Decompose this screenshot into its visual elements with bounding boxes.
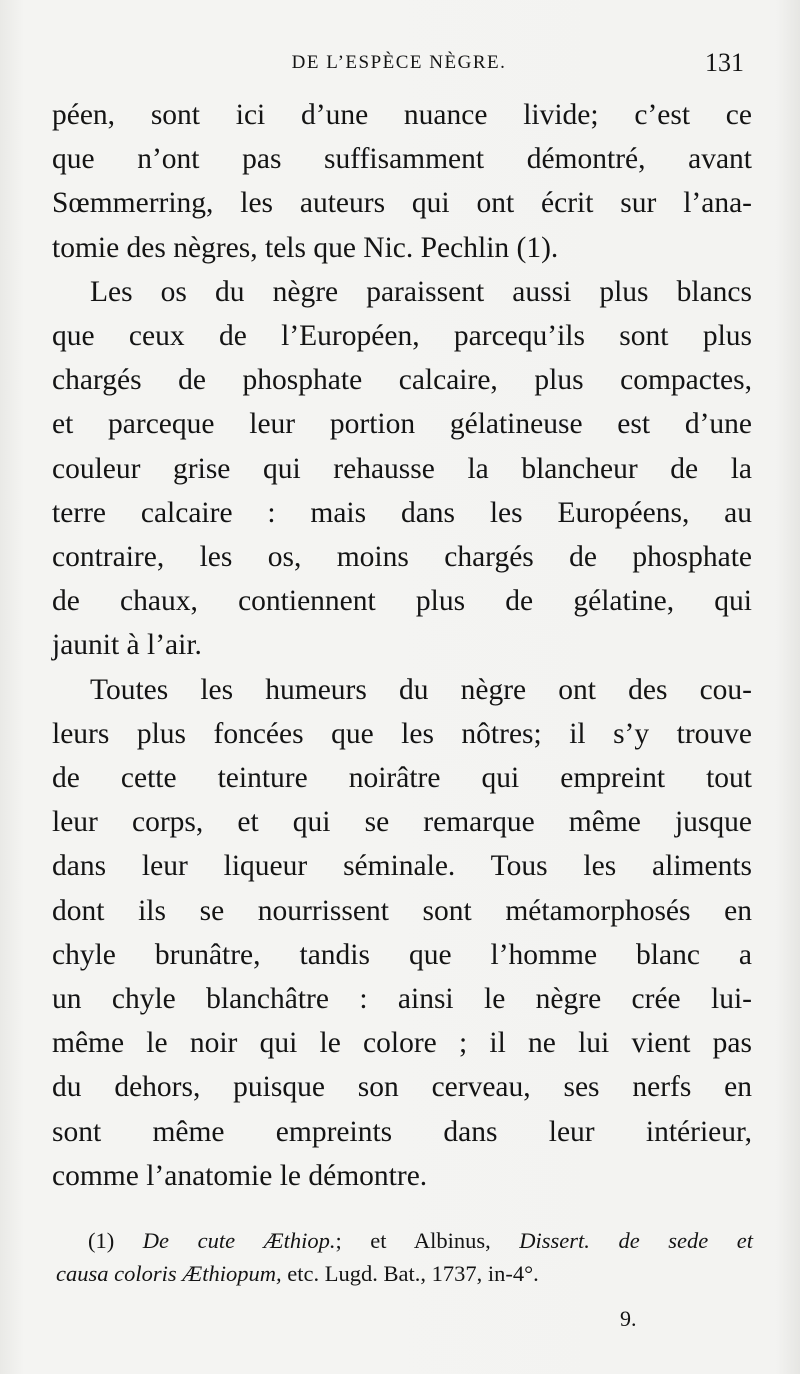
footnote-title: causa coloris Æthiopum, <box>56 1261 282 1286</box>
text-line: Les os du nègre paraissent aussi plus blancs <box>90 275 752 308</box>
paragraph <box>52 270 752 668</box>
footnote-title: De cute Æthiop. <box>142 1228 336 1253</box>
text-line: dont ils se nourrissent sont métamorphosés en <box>52 894 752 927</box>
paragraph <box>52 93 752 270</box>
text-line: un chyle blanchâtre : ainsi le nègre crée lui- <box>52 983 752 1016</box>
footnote-marker: (1) <box>88 1228 115 1253</box>
text-line: leurs plus foncées que les nôtres; il s’y trouve <box>52 717 752 750</box>
text-line: comme l’anatomie le démontre. <box>52 1159 428 1192</box>
text-line: de cette teinture noirâtre qui empreint tout <box>52 762 752 795</box>
body-text <box>52 93 752 1198</box>
text-line: de chaux, contiennent plus de gélatine, qui <box>52 585 752 618</box>
text-line: et parceque leur portion gélatineuse est d’une <box>52 408 752 441</box>
running-title: DE L’ESPÈCE NÈGRE. <box>291 52 507 73</box>
text-line: jaunit à l’air. <box>52 629 202 662</box>
text-line: sont même empreints dans leur intérieur, <box>52 1115 752 1148</box>
text-line: chyle brunâtre, tandis que l’homme blanc a <box>52 938 752 971</box>
text-line: couleur grise qui rehausse la blancheur de la <box>52 452 752 485</box>
page-number: 131 <box>705 48 744 77</box>
text-line: Toutes les humeurs du nègre ont des cou- <box>90 673 752 706</box>
text-line: Sœmmerring, les auteurs qui ont écrit sur l’ana- <box>52 187 752 220</box>
text-line: que n’ont pas suffisamment démontré, avant <box>52 143 752 176</box>
text-line: contraire, les os, moins chargés de phosphate <box>52 541 752 574</box>
footnote-line <box>56 1257 753 1290</box>
text-line: même le noir qui le colore ; il ne lui vient pas <box>52 1027 752 1060</box>
signature-mark: 9. <box>620 1306 637 1331</box>
footnote-text: etc. Lugd. Bat., 1737, in-4°. <box>287 1261 539 1286</box>
footnote <box>56 1224 753 1290</box>
text-line: leur corps, et qui se remarque même jusque <box>52 806 752 839</box>
paragraph <box>52 668 752 1198</box>
text-line: que ceux de l’Européen, parcequ’ils sont plus <box>52 320 752 353</box>
text-line: dans leur liqueur séminale. Tous les aliments <box>52 850 752 883</box>
text-line: terre calcaire : mais dans les Européens, au <box>52 496 752 529</box>
text-line: chargés de phosphate calcaire, plus compactes, <box>52 364 752 397</box>
page-header <box>54 46 744 80</box>
footnote-text: ; et Albinus, <box>335 1228 491 1253</box>
footnote-title: Dissert. de sede et <box>519 1228 753 1253</box>
text-line: tomie des nègres, tels que Nic. Pechlin (1). <box>52 231 559 264</box>
text-line: du dehors, puisque son cerveau, ses nerfs en <box>52 1071 752 1104</box>
text-line: péen, sont ici d’une nuance livide; c’est ce <box>52 99 752 131</box>
footnote-line <box>56 1224 753 1257</box>
